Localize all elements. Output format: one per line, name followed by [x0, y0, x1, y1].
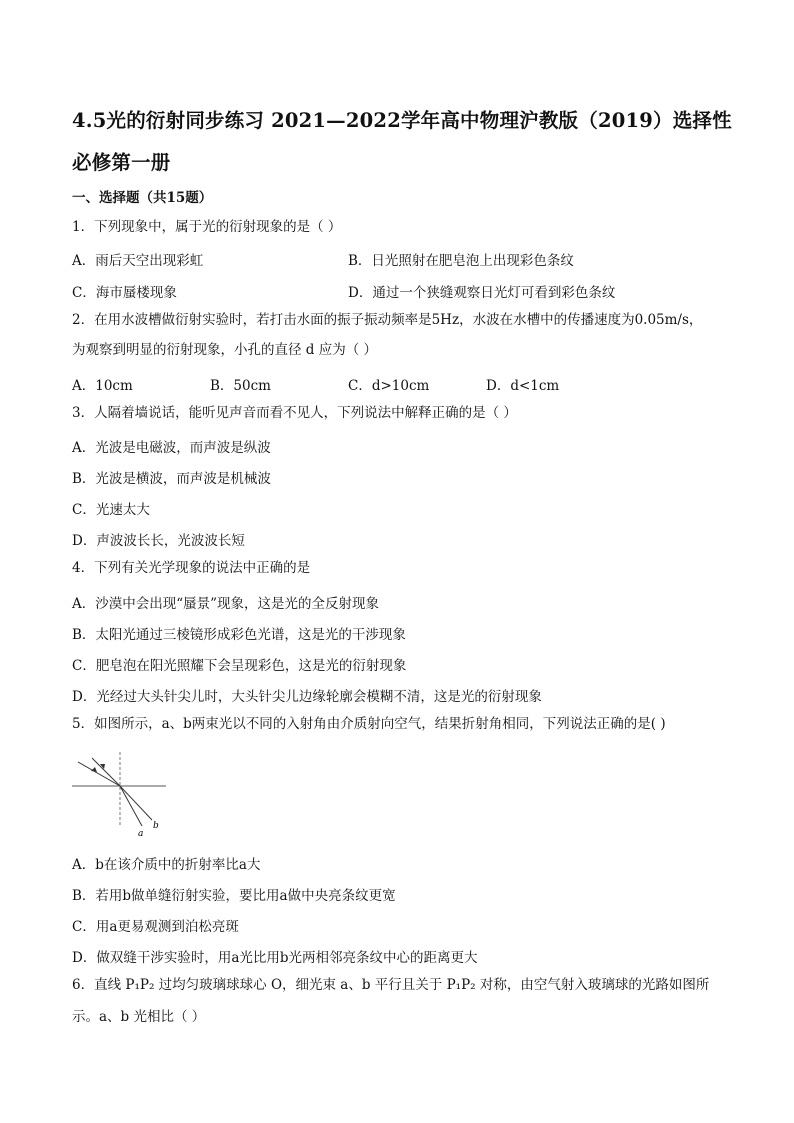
question-1-option-a: A．雨后天空出现彩虹: [72, 253, 204, 269]
question-5-option-b: B．若用b做单缝衍射实验，要比用a做中央亮条纹更宽: [72, 888, 396, 904]
question-5-stem: 5．如图所示，a、b两束光以不同的入射角由介质射向空气，结果折射角相同，下列说法正确的是( ): [72, 716, 666, 732]
question-2-option-c: C．d>10cm: [348, 378, 430, 394]
question-2-option-d: D．d<1cm: [486, 378, 560, 394]
question-5-option-a: A．b在该介质中的折射率比a大: [72, 857, 261, 873]
question-1-option-b: B．日光照射在肥皂泡上出现彩色条纹: [348, 253, 574, 269]
question-3-stem: 3．人隔着墙说话，能听见声音而看不见人，下列说法中解释正确的是（ ）: [72, 405, 517, 421]
question-6-stem-line2: 示。a、b 光相比（ ）: [72, 1009, 206, 1025]
refraction-figure: [70, 748, 170, 838]
question-3-option-b: B．光波是横波，而声波是机械波: [72, 471, 271, 487]
question-2-stem-line2: 为观察到明显的衍射现象，小孔的直径 d 应为（ ）: [72, 342, 378, 358]
question-4-option-d: D．光经过大头针尖儿时，大头针尖儿边缘轮廓会模糊不清，这是光的衍射现象: [72, 689, 542, 705]
question-4-option-b: B．太阳光通过三棱镜形成彩色光谱，这是光的干涉现象: [72, 627, 406, 643]
question-5-option-d: D．做双缝干涉实验时，用a光比用b光两相邻亮条纹中心的距离更大: [72, 950, 478, 966]
question-2-stem-line1: 2．在用水波槽做衍射实验时，若打击水面的振子振动频率是5Hz，水波在水槽中的传播速度为0.05m/s，: [72, 312, 703, 328]
question-3-option-c: C．光速太大: [72, 502, 150, 518]
label-b: b: [153, 821, 159, 831]
question-3-option-d: D．声波波长长，光波波长短: [72, 533, 245, 549]
question-3-option-a: A．光波是电磁波，而声波是纵波: [72, 440, 271, 456]
section-heading: 一、选择题（共15题）: [72, 190, 213, 206]
question-1-stem: 1．下列现象中，属于光的衍射现象的是（ ）: [72, 219, 342, 235]
question-4-option-a: A．沙漠中会出现“蜃景”现象，这是光的全反射现象: [72, 596, 380, 612]
label-a: a: [138, 829, 144, 838]
question-1-option-c: C．海市蜃楼现象: [72, 285, 177, 301]
question-4-option-c: C．肥皂泡在阳光照耀下会呈现彩色，这是光的衍射现象: [72, 658, 407, 674]
question-1-option-d: D．通过一个狭缝观察日光灯可看到彩色条纹: [348, 285, 616, 301]
question-2-option-b: B．50cm: [210, 378, 271, 394]
document-title: 4.5光的衍射同步练习 2021—2022学年高中物理沪教版（2019）选择性必修第一册: [72, 109, 732, 174]
question-4-stem: 4．下列有关光学现象的说法中正确的是: [72, 560, 311, 576]
question-2-option-a: A．10cm: [72, 378, 133, 394]
question-6-stem-line1: 6．直线 P₁P₂ 过均匀玻璃球球心 O，细光束 a、b 平行且关于 P₁P₂ 对称，由空气射入玻璃球的光路如图所: [72, 977, 710, 993]
question-5-option-c: C．用a更易观测到泊松亮斑: [72, 919, 239, 935]
